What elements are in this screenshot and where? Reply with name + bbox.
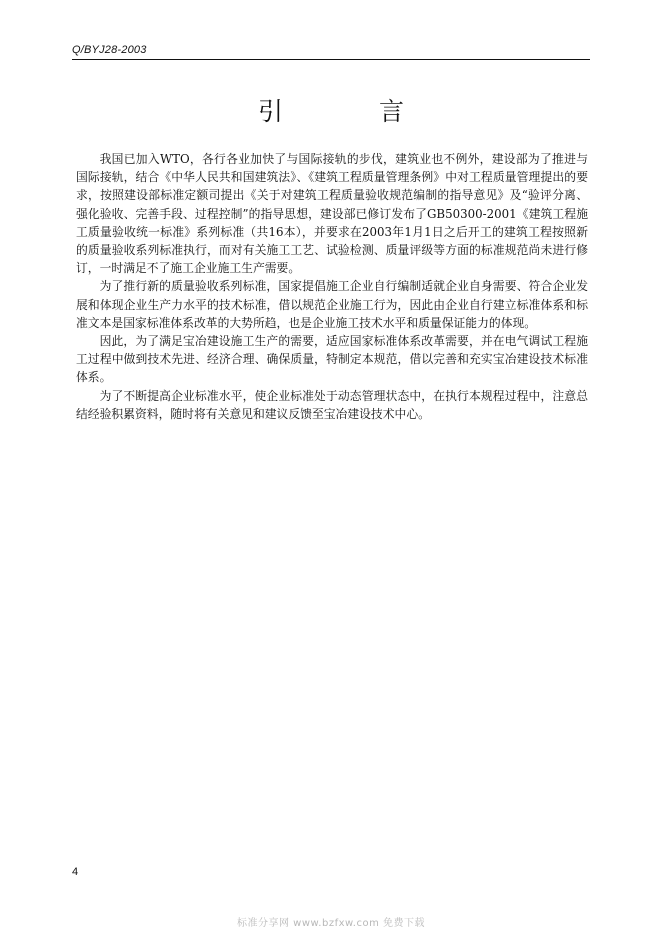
page-title: 引 言 bbox=[258, 96, 448, 126]
paragraph-4: 为了不断提高企业标准水平，使企业标准处于动态管理状态中，在执行本规程过程中，注意总结经验积累资料，随时将有关意见和建议反馈至宝冶建设技术中心。 bbox=[76, 388, 588, 421]
paragraph-3: 因此，为了满足宝冶建设施工生产的需要，适应国家标准体系改革需要，并在电气调试工程施工过程中做到技术先进、经济合理、确保质量，特制定本规范，借以完善和充实宝冶建设技术标准体系。 bbox=[76, 334, 588, 385]
header-code: Q/BYJ28-2003 bbox=[72, 44, 147, 56]
paragraph-2: 为了推行新的质量验收系列标准，国家提倡施工企业自行编制适就企业自身需要、符合企业发展和体现企业生产力水平的技术标准，借以规范企业施工行为，因此由企业自行建立标准体系和标准文本是国家标准体系改革的大势所趋，也是企业施工技术水平和质量保证能力的体现。 bbox=[76, 279, 588, 330]
page-number: 4 bbox=[72, 866, 79, 878]
header-rule bbox=[72, 59, 590, 60]
watermark: 标准分享网 www.bzfxw.com 免费下载 bbox=[237, 918, 425, 929]
document-body bbox=[76, 150, 588, 423]
paragraph-1: 我国已加入WTO，各行各业加快了与国际接轨的步伐，建筑业也不例外，建设部为了推进与国际接轨，结合《中华人民共和国建筑法》、《建筑工程质量管理条例》中对工程质量管理提出的要求，按照建设部标准定额司提出《关于对建筑工程质量验收规范编制的指导意见》及“验评分离、强化验收、完善手段、过程控制”的指导思想，建设部已修订发布了GB50300-2001《建筑工程施工质量验收统一标准》系列标准（共16本），并要求在2003年1月1日之后开工的建筑工程按照新的质量验收系列标准执行，而对有关施工工艺、试验检测、质量评级等方面的标准规范尚未进行修订，一时满足不了施工企业施工生产需要。 bbox=[76, 152, 588, 276]
